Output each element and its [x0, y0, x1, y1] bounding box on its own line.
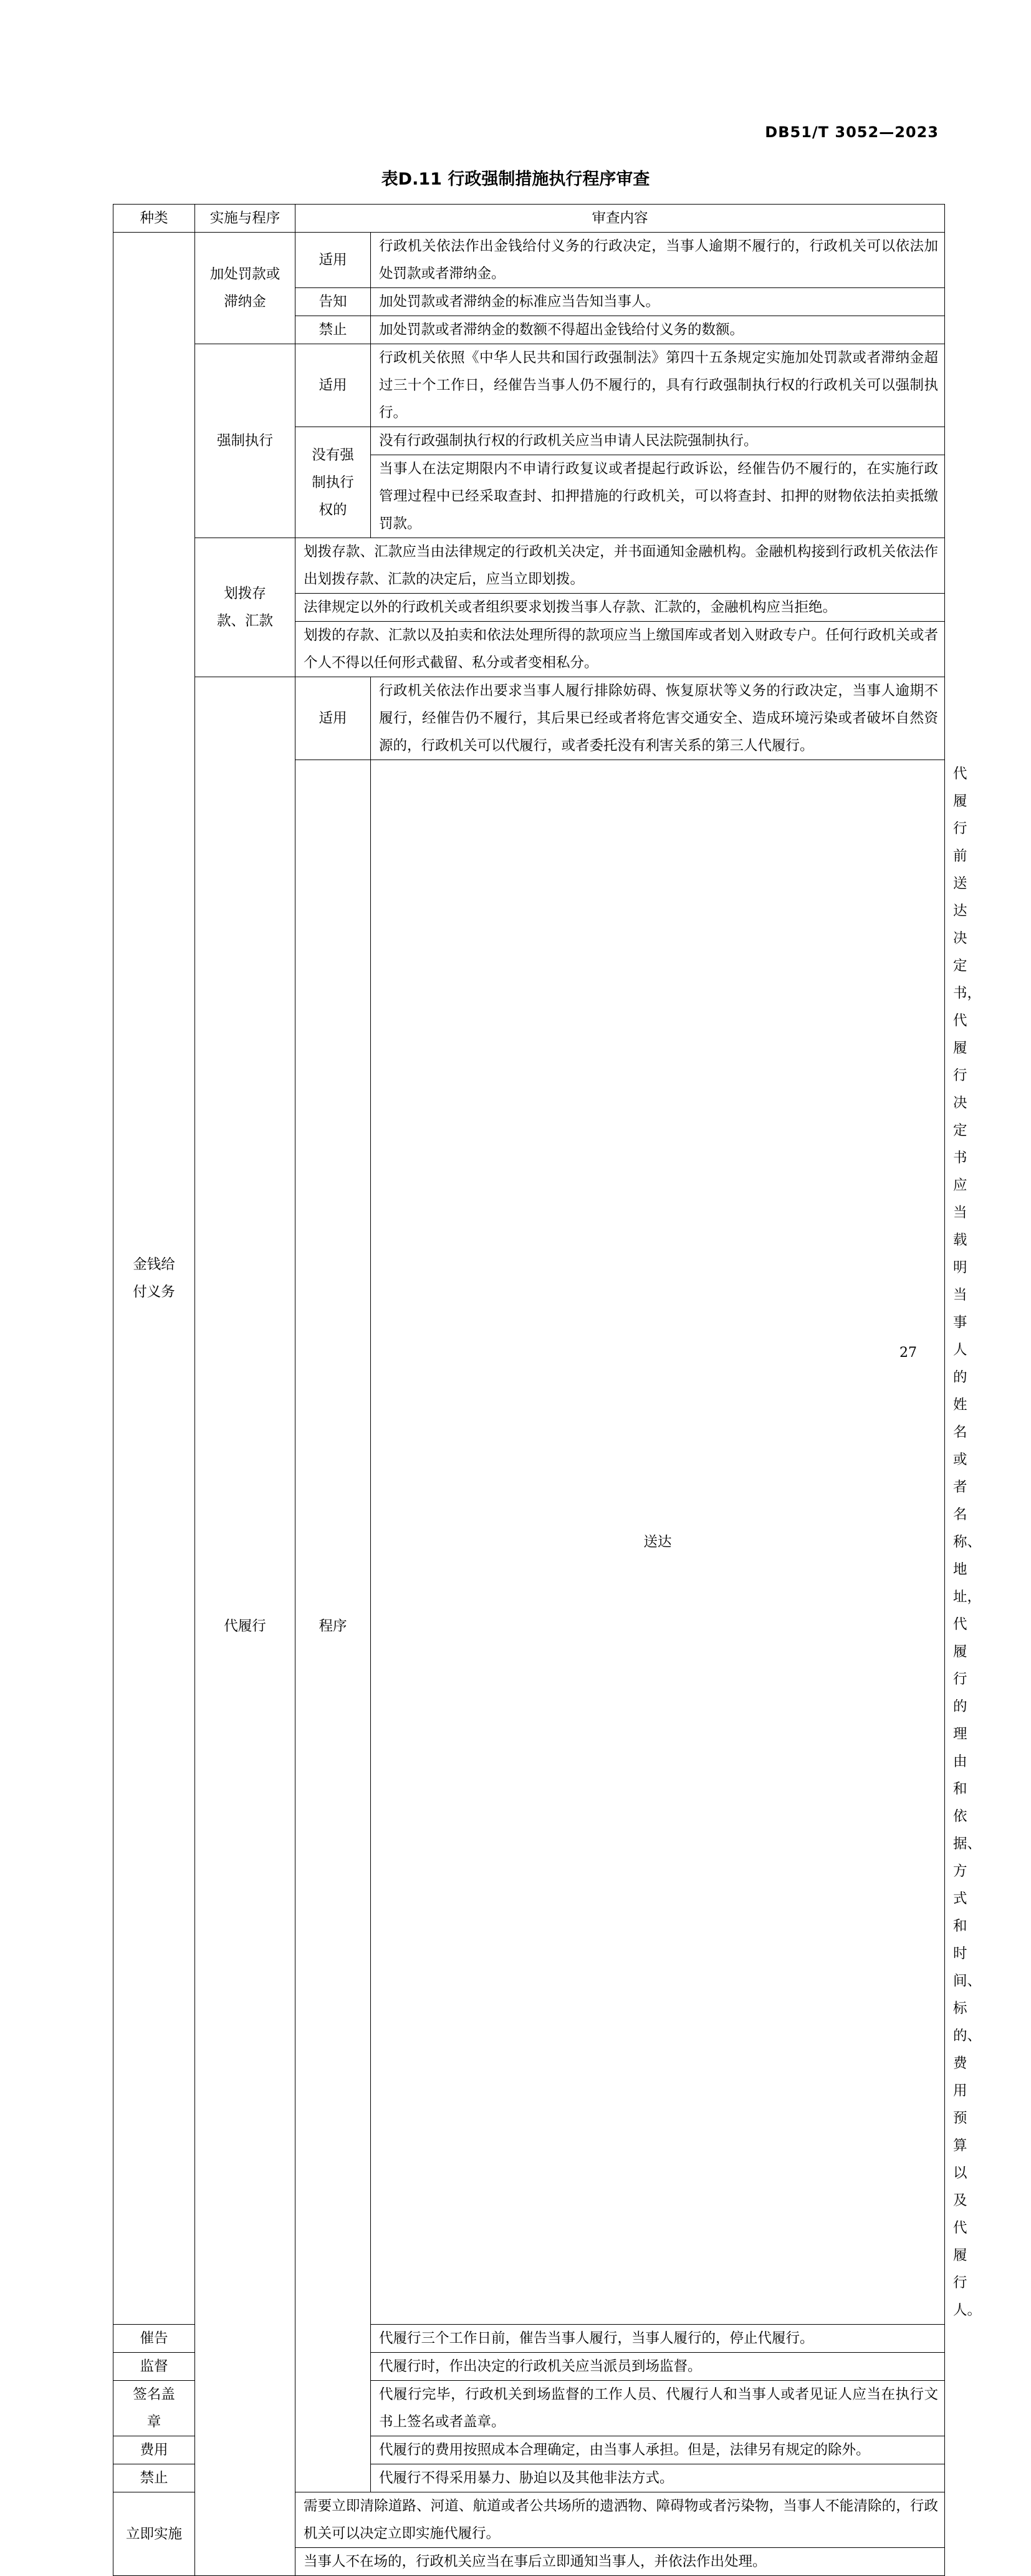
table-row: [113, 233, 945, 288]
stage-cell: 适用: [295, 233, 371, 288]
table-row: [113, 677, 945, 760]
content-cell: 法律规定以外的行政机关或者组织要求划拨当事人存款、汇款的，金融机构应当拒绝。: [295, 594, 945, 622]
review-table: [113, 204, 982, 2576]
category-cell: 代履行: [195, 677, 295, 2576]
header-implementation: 实施与程序: [195, 205, 295, 233]
stage-cell: 签名盖章: [113, 2381, 195, 2436]
header-category: 种类: [113, 205, 195, 233]
content-cell: 行政机关依法作出金钱给付义务的行政决定，当事人逾期不履行的，行政机关可以依法加处罚款或者滞纳金。: [371, 233, 945, 288]
stage-cell: 告知: [295, 288, 371, 316]
table-row: [113, 538, 945, 594]
subcategory-cell: 加处罚款或滞纳金: [195, 233, 295, 344]
stage-cell: 送达: [371, 760, 945, 2325]
subcategory-cell: 程序: [295, 760, 371, 2492]
content-cell: 当事人在法定期限内不申请行政复议或者提起行政诉讼，经催告仍不履行的，在实施行政管理过程中已经采取查封、扣押措施的行政机关，可以将查封、扣押的财物依法拍卖抵缴罚款。: [371, 455, 945, 538]
subcategory-cell: 适用: [295, 677, 371, 760]
content-cell: 需要立即清除道路、河道、航道或者公共场所的遗洒物、障碍物或者污染物，当事人不能清除的，行政机关可以决定立即实施代履行。: [295, 2492, 945, 2548]
stage-cell: 禁止: [295, 316, 371, 344]
content-cell: 加处罚款或者滞纳金的数额不得超出金钱给付义务的数额。: [371, 316, 945, 344]
stage-cell: 禁止: [113, 2464, 195, 2492]
content-cell: 划拨存款、汇款应当由法律规定的行政机关决定，并书面通知金融机构。金融机构接到行政机关依法作出划拨存款、汇款的决定后，应当立即划拨。: [295, 538, 945, 594]
content-cell: 没有行政强制执行权的行政机关应当申请人民法院强制执行。: [371, 427, 945, 455]
table-header-row: [113, 205, 945, 233]
content-cell: 行政机关依照《中华人民共和国行政强制法》第四十五条规定实施加处罚款或者滞纳金超过三十个工作日，经催告当事人仍不履行的，具有行政强制执行权的行政机关可以强制执行。: [371, 344, 945, 427]
content-cell: 加处罚款或者滞纳金的标准应当告知当事人。: [371, 288, 945, 316]
document-code: DB51/T 3052—2023: [765, 123, 939, 141]
table-row: 程序 送达 代履行前送达决定书，代履行决定书应当载明当事人的姓名或者名称、地址，代履行的理由和依据、方式和时间、标的、费用预算以及代履行人。: [113, 760, 945, 2325]
table-row: [113, 344, 945, 427]
content-cell: 行政机关依法作出要求当事人履行排除妨碍、恢复原状等义务的行政决定，当事人逾期不履行，经催告仍不履行，其后果已经或者将危害交通安全、造成环境污染或者破坏自然资源的，行政机关可以代履行，或者委托没有利害关系的第三人代履行。: [371, 677, 945, 760]
content-cell: 划拨的存款、汇款以及拍卖和依法处理所得的款项应当上缴国库或者划入财政专户。任何行政机关或者个人不得以任何形式截留、私分或者变相私分。: [295, 622, 945, 677]
subcategory-cell: 划拨存款、汇款: [195, 538, 295, 677]
stage-cell: 没有强制执行权的: [295, 427, 371, 538]
content-cell: 代履行不得采用暴力、胁迫以及其他非法方式。: [371, 2464, 945, 2492]
stage-cell: 催告: [113, 2325, 195, 2353]
page-number: 27: [899, 1345, 917, 1361]
header-review-content: 审查内容: [295, 205, 945, 233]
table-title: 表D.11 行政强制措施执行程序审查: [381, 170, 650, 189]
subcategory-cell: 立即实施: [113, 2492, 195, 2576]
content-cell: 代履行完毕，行政机关到场监督的工作人员、代履行人和当事人或者见证人应当在执行文书上签名或者盖章。: [371, 2381, 945, 2436]
content-cell: 代履行的费用按照成本合理确定，由当事人承担。但是，法律另有规定的除外。: [371, 2436, 945, 2464]
stage-cell: 适用: [295, 344, 371, 427]
content-cell: 代履行三个工作日前，催告当事人履行，当事人履行的，停止代履行。: [371, 2325, 945, 2353]
subcategory-cell: 强制执行: [195, 344, 295, 538]
content-cell: 当事人不在场的，行政机关应当在事后立即通知当事人，并依法作出处理。: [295, 2548, 945, 2576]
stage-cell: 监督: [113, 2353, 195, 2381]
content-cell: 代履行时，作出决定的行政机关应当派员到场监督。: [371, 2353, 945, 2381]
stage-cell: 费用: [113, 2436, 195, 2464]
category-cell: 金钱给付义务: [113, 233, 195, 2325]
